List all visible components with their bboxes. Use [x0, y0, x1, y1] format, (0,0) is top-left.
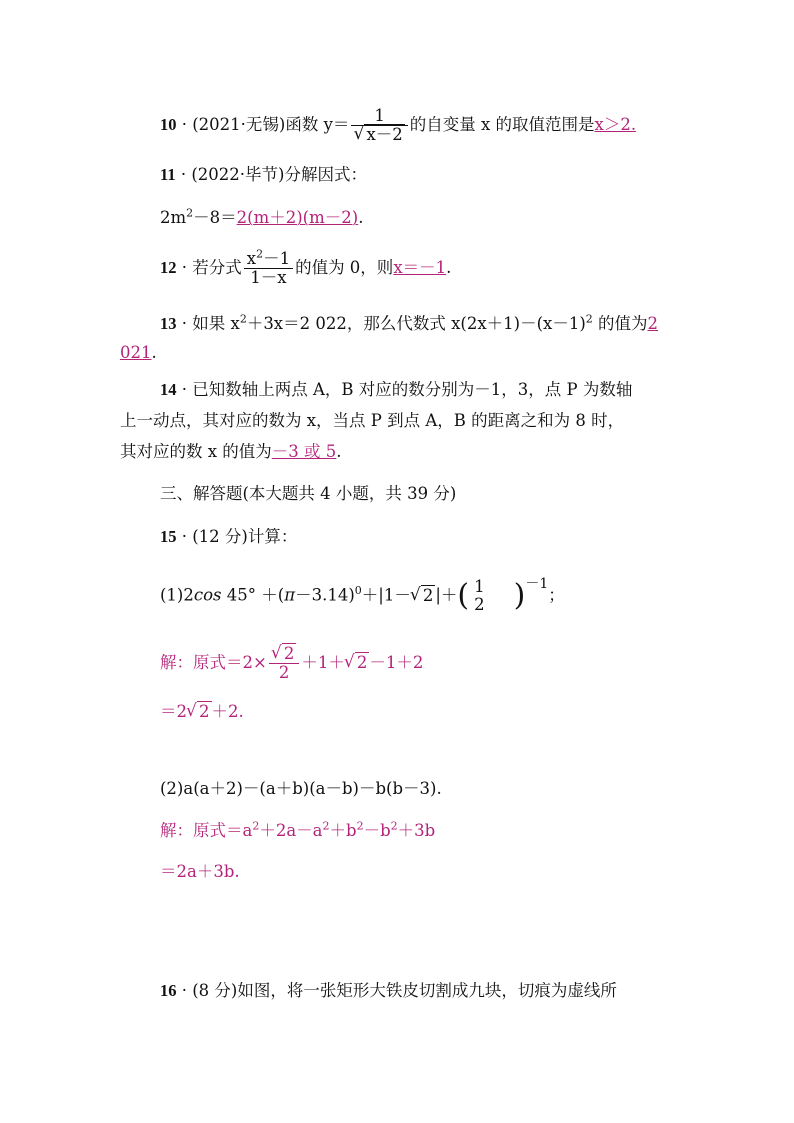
- question-text: 其对应的数 x 的值为: [120, 442, 272, 461]
- radicand: 2: [199, 702, 210, 721]
- answer: 2(m＋2)(m－2): [236, 208, 359, 227]
- punctuation: .: [358, 208, 364, 227]
- fraction: [244, 247, 293, 287]
- separator: ·: [176, 981, 193, 1000]
- question-12: [160, 247, 452, 287]
- part-label: (1)2: [160, 585, 194, 605]
- separator: ·: [176, 314, 193, 333]
- question-14-line3: [120, 441, 342, 463]
- exponent: 2: [322, 819, 330, 833]
- sqrt-symbol: [345, 652, 370, 674]
- fraction: [269, 645, 300, 682]
- solution-text: ＋2.: [211, 702, 244, 721]
- question-text: 的自变量 x 的取值范围是: [409, 115, 595, 134]
- angle: 45°: [221, 585, 257, 605]
- solution-text: 解：原式＝a: [160, 821, 253, 840]
- expression: －3.14): [295, 585, 355, 605]
- solution-text: ＋3b: [397, 821, 436, 840]
- question-number: 14: [160, 380, 177, 399]
- question-number: 11: [160, 165, 176, 184]
- question-text: 上一动点，其对应的数为 x，当点 P 到点 A，B 的距离之和为 8 时，: [120, 411, 625, 430]
- expression: |＋: [435, 585, 458, 605]
- question-number: 16: [160, 981, 177, 1000]
- question-text: 已知数轴上两点 A，B 对应的数分别为－1，3，点 P 为数轴: [192, 380, 633, 399]
- question-15-part1: [160, 578, 565, 614]
- section-heading: 三、解答题(本大题共 4 小题，共 39 分): [160, 484, 457, 503]
- question-text: (8 分)如图，将一张矩形大铁皮切割成九块，切痕为虚线所: [192, 981, 617, 1000]
- question-number: 13: [160, 314, 177, 333]
- sqrt-symbol: [187, 701, 212, 723]
- separator: ·: [176, 258, 193, 277]
- fraction-numerator: 1: [351, 107, 407, 126]
- question-11-expression: [160, 207, 363, 229]
- question-text: 的值为 0，则: [295, 258, 394, 277]
- solution-text: ＋2a－a: [259, 821, 323, 840]
- fraction-denominator: 2: [474, 595, 485, 614]
- question-text: (12 分)计算：: [192, 527, 298, 546]
- fraction: [351, 107, 407, 144]
- exponent: 2: [390, 819, 398, 833]
- expression: 2m: [160, 208, 187, 227]
- question-text: ＋3x＝2 022，那么代数式 x(2x＋1)－(x－1): [246, 314, 586, 333]
- question-number: 10: [160, 115, 177, 134]
- solution-text: ＝2: [160, 702, 187, 721]
- question-text: 如果 x: [192, 314, 240, 333]
- fraction-numerator: [269, 645, 300, 664]
- radicand: x－2: [366, 125, 403, 144]
- solution-2-line1: [160, 820, 435, 842]
- question-number: 15: [160, 527, 177, 546]
- question-10: [160, 107, 636, 144]
- question-16: [160, 980, 617, 1002]
- question-15-part2: (2)a(a＋2)－(a＋b)(a－b)－b(b－3).: [160, 779, 442, 798]
- question-text: (2021·无锡)函数 y＝: [192, 115, 350, 134]
- question-text: (2022·毕节)分解因式：: [191, 165, 367, 184]
- punctuation: .: [151, 343, 157, 362]
- numerator-rest: －1: [263, 249, 291, 268]
- punctuation: ；: [548, 585, 565, 605]
- punctuation: .: [446, 258, 452, 277]
- answer: x＝－1: [393, 258, 447, 277]
- question-13: [160, 313, 658, 335]
- separator: ·: [175, 165, 192, 184]
- solution-text: －b: [363, 821, 391, 840]
- exponent: －1: [525, 576, 549, 592]
- question-11: [160, 164, 367, 186]
- fraction: [471, 578, 488, 614]
- expression: ＋(: [261, 585, 285, 605]
- fraction-denominator: [351, 126, 407, 144]
- question-text: 的值为: [592, 314, 648, 333]
- question-14-line2: [120, 410, 624, 432]
- exponent: 2: [186, 206, 194, 220]
- answer: x＞2.: [594, 115, 637, 134]
- radicand: 2: [283, 644, 295, 663]
- solution-text: 解：原式＝2×: [160, 653, 267, 672]
- radicand: 2: [356, 653, 368, 672]
- fraction-denominator: 1－x: [250, 268, 287, 287]
- sqrt-symbol: [411, 585, 436, 607]
- exponent: 2: [585, 312, 593, 326]
- numerator-base: x: [246, 249, 257, 268]
- right-paren: ): [513, 578, 526, 613]
- solution-1-line1: [160, 645, 423, 682]
- expression: ＋|1－: [361, 585, 411, 605]
- exponent: 2: [252, 819, 260, 833]
- exponent: 2: [239, 312, 247, 326]
- solution-1-line2: [160, 701, 244, 723]
- left-paren: (: [457, 578, 470, 613]
- question-text: 若分式: [192, 258, 242, 277]
- exponent: 2: [356, 819, 364, 833]
- fraction-denominator: 2: [278, 663, 290, 682]
- separator: ·: [176, 115, 193, 134]
- pi-symbol: π: [284, 585, 296, 605]
- expression: －8＝: [193, 208, 237, 227]
- question-14: [160, 379, 632, 401]
- answer: 021: [120, 343, 152, 362]
- exponent: 2: [256, 247, 264, 261]
- radicand: 2: [422, 585, 434, 605]
- sqrt-symbol: [272, 645, 297, 663]
- answer: 2: [647, 314, 659, 333]
- solution-text: ＋1＋: [301, 653, 345, 672]
- cos-function: cos: [193, 585, 222, 605]
- solution-text: ＋b: [329, 821, 357, 840]
- exponent: 0: [354, 584, 362, 597]
- answer: －3 或 5: [271, 442, 337, 461]
- question-15: [160, 526, 297, 548]
- punctuation: .: [336, 442, 342, 461]
- fraction-numerator: 1: [474, 577, 485, 596]
- solution-text: －1＋2: [369, 653, 424, 672]
- question-13-continued: [120, 342, 157, 364]
- fraction-numerator: [244, 247, 293, 269]
- solution-2-line2: ＝2a＋3b.: [160, 862, 240, 881]
- sqrt-symbol: [354, 126, 404, 144]
- separator: ·: [176, 527, 193, 546]
- question-number: 12: [160, 258, 177, 277]
- separator: ·: [176, 380, 193, 399]
